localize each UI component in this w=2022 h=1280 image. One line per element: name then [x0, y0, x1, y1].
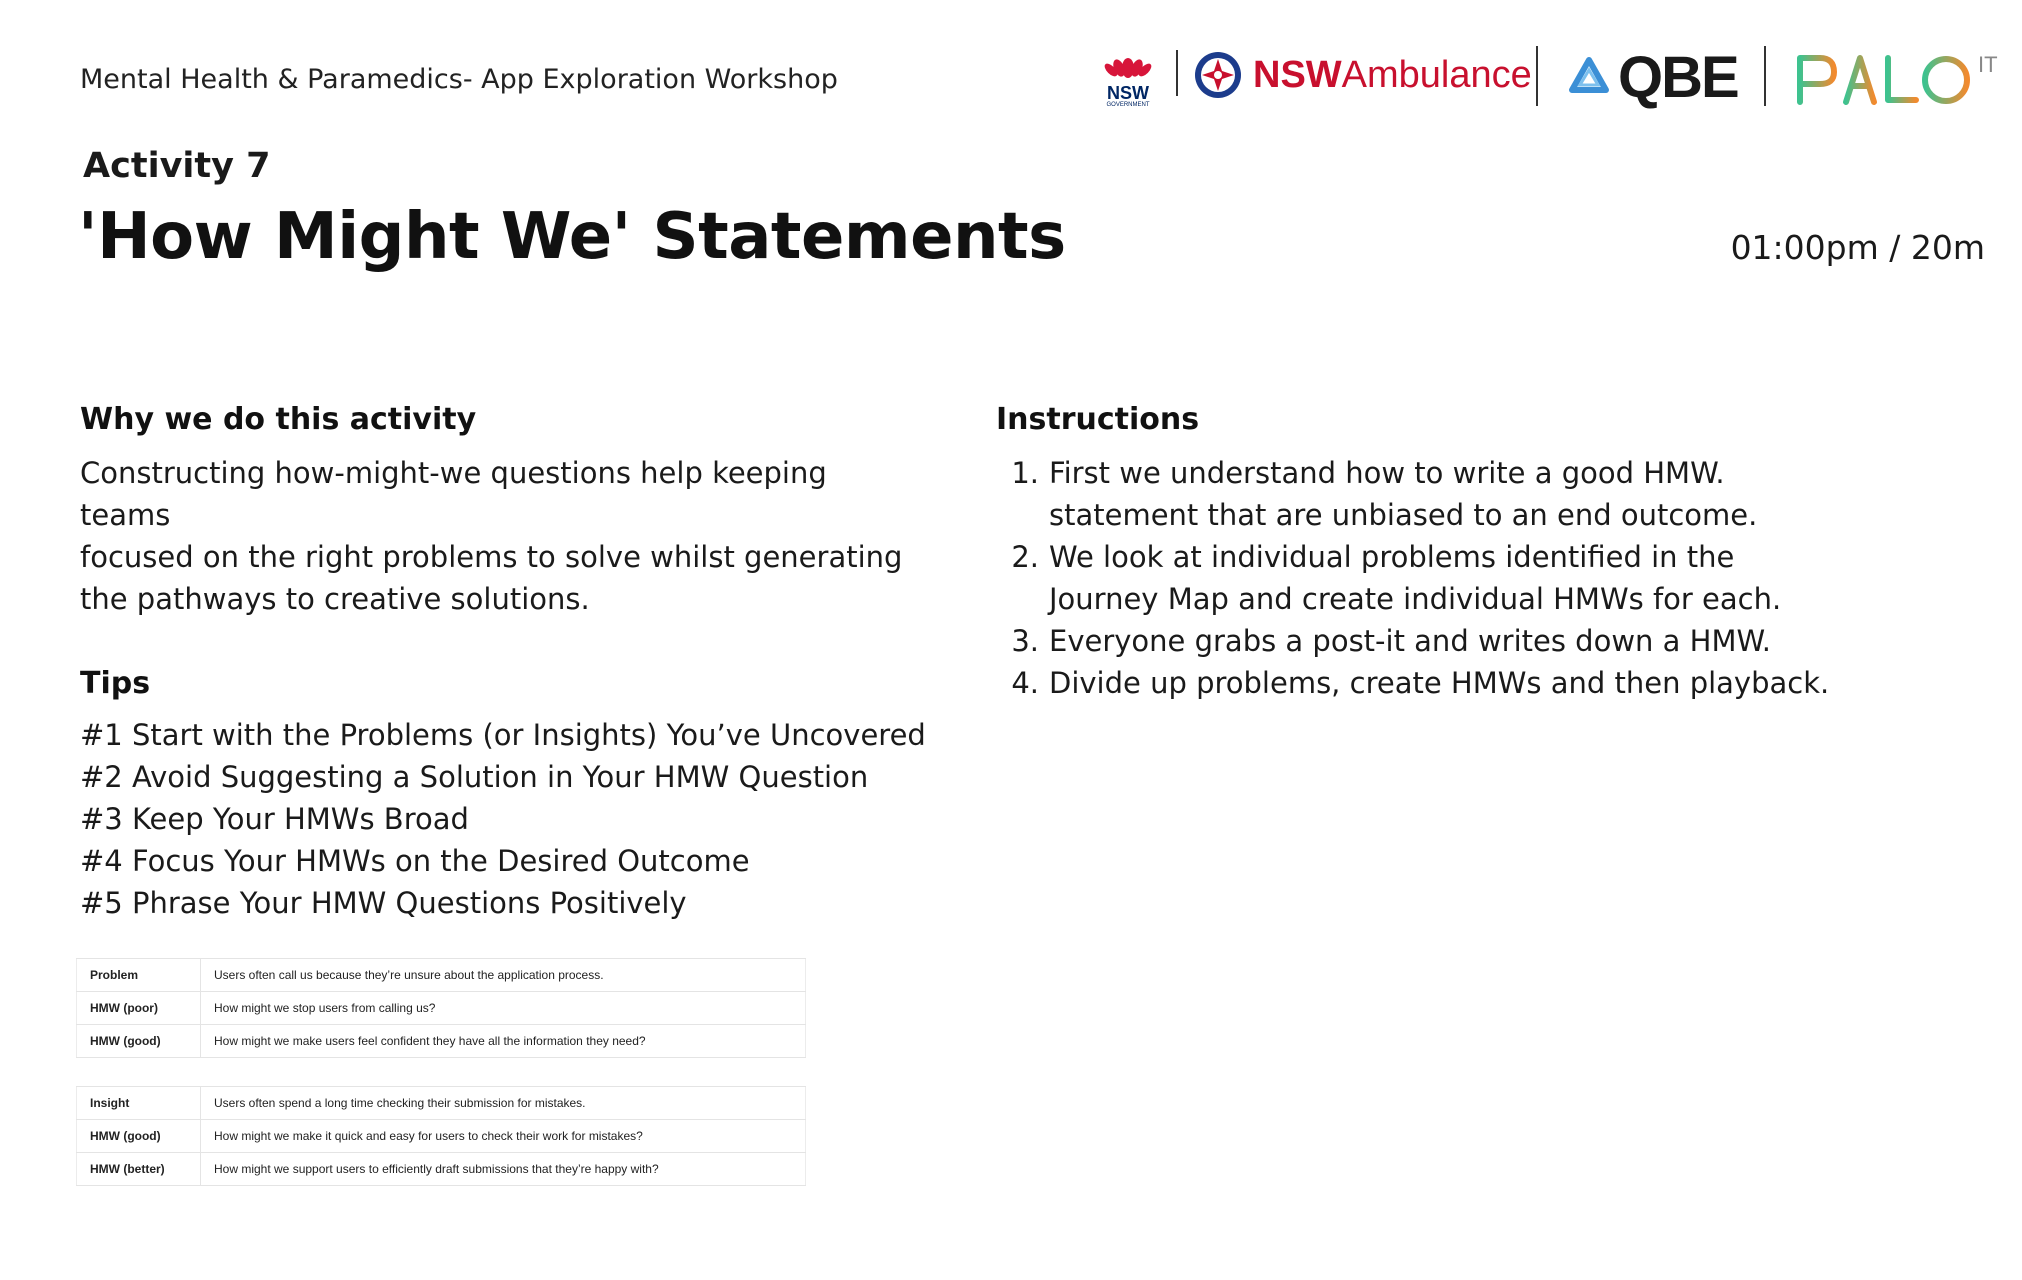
why-body: [80, 452, 920, 620]
waratah-icon: [1100, 46, 1156, 80]
table-row: [77, 1153, 806, 1186]
instruction-number: 1.: [1011, 456, 1039, 490]
table-row-text: Users often spend a long time checking their submission for mistakes.: [201, 1087, 806, 1120]
instruction-item: [996, 620, 1976, 662]
palo-superscript: IT: [1978, 52, 1998, 77]
qbe-logo-text: QBE: [1618, 45, 1738, 110]
instructions-heading: Instructions: [996, 402, 1200, 437]
table-row-label: HMW (better): [77, 1153, 201, 1186]
qbe-icon: [1566, 54, 1612, 104]
nsw-ambulance-logo-text: NSWAmbulance: [1253, 54, 1532, 96]
instruction-number: 3.: [1011, 624, 1039, 658]
time-label: 01:00pm / 20m: [1730, 228, 1985, 267]
table-row-label: HMW (good): [77, 1120, 201, 1153]
table-row-label: HMW (good): [77, 1025, 201, 1058]
nsw-logo-subtext: GOVERNMENT: [1106, 102, 1150, 108]
table-row: [77, 1087, 806, 1120]
tip-item: #3 Keep Your HMWs Broad: [80, 802, 469, 836]
nsw-logo-text: NSW: [1107, 83, 1149, 103]
workshop-title: Mental Health & Paramedics- App Exploration Workshop: [80, 64, 838, 95]
table-row-label: HMW (poor): [77, 992, 201, 1025]
instructions-list: [996, 452, 1976, 704]
instruction-item: [996, 452, 1976, 536]
table-row-text: How might we make users feel confident they have all the information they need?: [201, 1025, 806, 1058]
palo-it-logo: [1794, 46, 2004, 114]
instruction-line: We look at individual problems identified in the: [1049, 540, 1735, 574]
instruction-line: Journey Map and create individual HMWs for each.: [1049, 582, 1782, 616]
table-row-text: Users often call us because they’re unsure about the application process.: [201, 959, 806, 992]
instruction-line: statement that are unbiased to an end outcome.: [1049, 498, 1758, 532]
example-table-problem: [76, 958, 806, 1058]
table-row: [77, 959, 806, 992]
table-row-text: How might we make it quick and easy for users to check their work for mistakes?: [201, 1120, 806, 1153]
table-row-text: How might we stop users from calling us?: [201, 992, 806, 1025]
nsw-ambulance-emblem-icon: [1193, 50, 1243, 104]
example-table-insight: [76, 1086, 806, 1186]
table-row-label: Problem: [77, 959, 201, 992]
table-row-label: Insight: [77, 1087, 201, 1120]
instruction-line: Divide up problems, create HMWs and then playback.: [1049, 666, 1830, 700]
why-line: focused on the right problems to solve whilst generating: [80, 540, 903, 574]
instruction-item: [996, 536, 1976, 620]
nsw-government-logo: [1100, 46, 1156, 110]
instruction-line: Everyone grabs a post-it and writes down a HMW.: [1049, 624, 1772, 658]
why-line: the pathways to creative solutions.: [80, 582, 590, 616]
instruction-number: 4.: [1011, 666, 1039, 700]
instruction-number: 2.: [1011, 540, 1039, 574]
table-row: [77, 1120, 806, 1153]
table-row: [77, 1025, 806, 1058]
page-title: 'How Might We' Statements: [78, 200, 1066, 274]
tips-list: [80, 714, 926, 924]
instruction-item: [996, 662, 1976, 704]
tip-item: #2 Avoid Suggesting a Solution in Your HMW Question: [80, 760, 869, 794]
partner-logos: [1100, 40, 2000, 120]
tip-item: #4 Focus Your HMWs on the Desired Outcome: [80, 844, 750, 878]
activity-number: Activity 7: [83, 146, 271, 186]
why-heading: Why we do this activity: [80, 402, 477, 437]
tip-item: #5 Phrase Your HMW Questions Positively: [80, 886, 687, 920]
tips-heading: Tips: [80, 666, 151, 701]
table-row-text: How might we support users to efficiently draft submissions that they’re happy with?: [201, 1153, 806, 1186]
tip-item: #1 Start with the Problems (or Insights) You’ve Uncovered: [80, 718, 926, 752]
why-line: Constructing how-might-we questions help keeping teams: [80, 456, 827, 532]
instruction-line: First we understand how to write a good HMW.: [1049, 456, 1725, 490]
table-row: [77, 992, 806, 1025]
